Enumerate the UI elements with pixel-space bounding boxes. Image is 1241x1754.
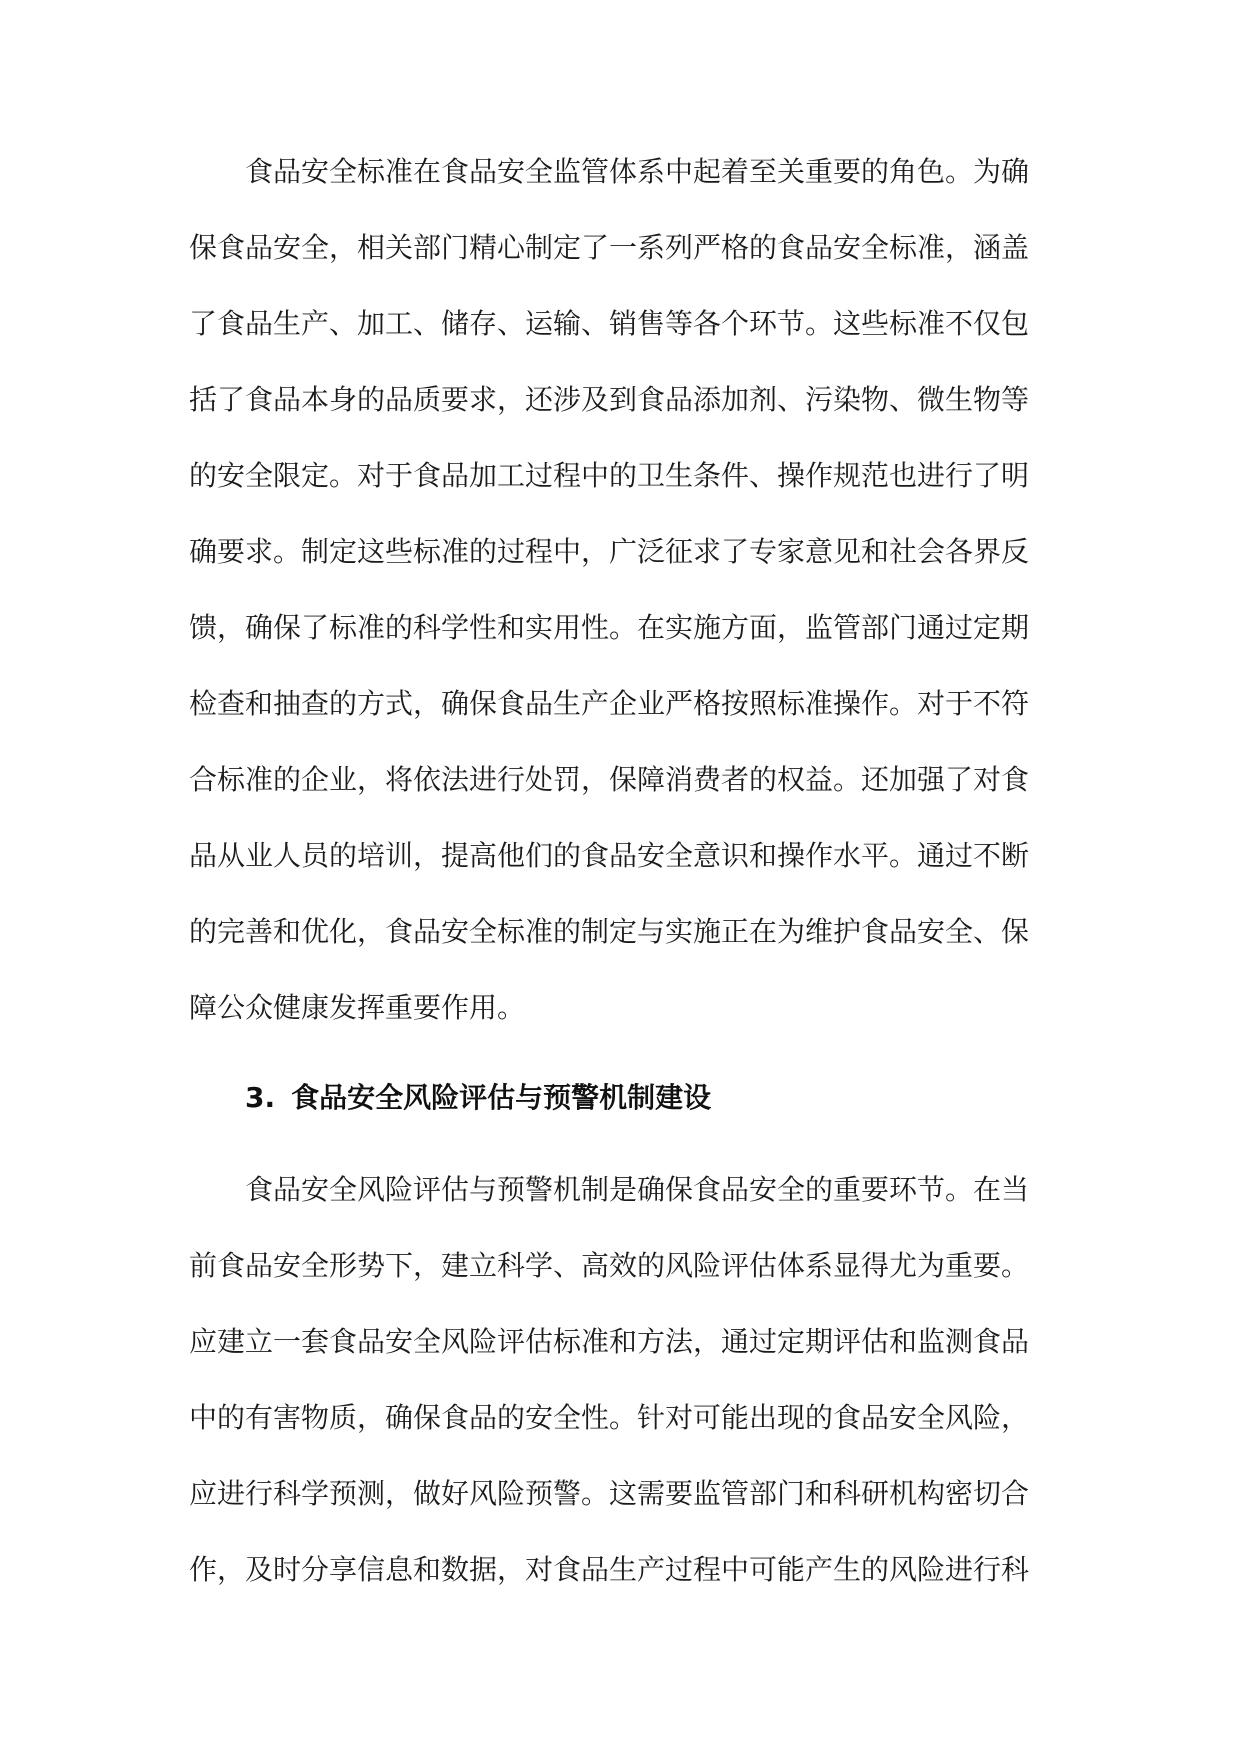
paragraph-line: 的完善和优化，食品安全标准的制定与实施正在为维护食品安全、保 [189, 915, 1030, 948]
paragraph-line: 保食品安全，相关部门精心制定了一系列严格的食品安全标准，涵盖 [189, 231, 1030, 264]
paragraph-line: 食品安全风险评估与预警机制是确保食品安全的重要环节。在当 [245, 1173, 1030, 1206]
section-title: 食品安全风险评估与预警机制建设 [291, 1081, 712, 1114]
paragraph-food-safety-standards [189, 134, 1056, 1046]
paragraph-line: 障公众健康发挥重要作用。 [189, 991, 526, 1024]
paragraph-line: 的安全限定。对于食品加工过程中的卫生条件、操作规范也进行了明 [189, 459, 1030, 492]
paragraph-line: 品从业人员的培训，提高他们的食品安全意识和操作水平。通过不断 [189, 839, 1030, 872]
paragraph-line: 括了食品本身的品质要求，还涉及到食品添加剂、污染物、微生物等 [189, 383, 1030, 416]
paragraph-line: 应进行科学预测，做好风险预警。这需要监管部门和科研机构密切合 [189, 1477, 1030, 1510]
section-heading [245, 1060, 711, 1136]
paragraph-line: 作，及时分享信息和数据，对食品生产过程中可能产生的风险进行科 [189, 1553, 1030, 1586]
paragraph-line: 合标准的企业，将依法进行处罚，保障消费者的权益。还加强了对食 [189, 763, 1030, 796]
paragraph-line: 中的有害物质，确保食品的安全性。针对可能出现的食品安全风险， [189, 1401, 1030, 1434]
paragraph-line: 馈，确保了标准的科学性和实用性。在实施方面，监管部门通过定期 [189, 611, 1030, 644]
paragraph-line: 了食品生产、加工、储存、运输、销售等各个环节。这些标准不仅包 [189, 307, 1030, 340]
paragraph-line: 检查和抽查的方式，确保食品生产企业严格按照标准操作。对于不符 [189, 687, 1030, 720]
paragraph-risk-assessment [189, 1152, 1056, 1608]
paragraph-line: 前食品安全形势下，建立科学、高效的风险评估体系显得尤为重要。 [189, 1249, 1030, 1282]
section-number: 3. [245, 1081, 276, 1114]
paragraph-line: 应建立一套食品安全风险评估标准和方法，通过定期评估和监测食品 [189, 1325, 1030, 1358]
paragraph-line: 食品安全标准在食品安全监管体系中起着至关重要的角色。为确 [245, 155, 1030, 188]
paragraph-line: 确要求。制定这些标准的过程中，广泛征求了专家意见和社会各界反 [189, 535, 1030, 568]
